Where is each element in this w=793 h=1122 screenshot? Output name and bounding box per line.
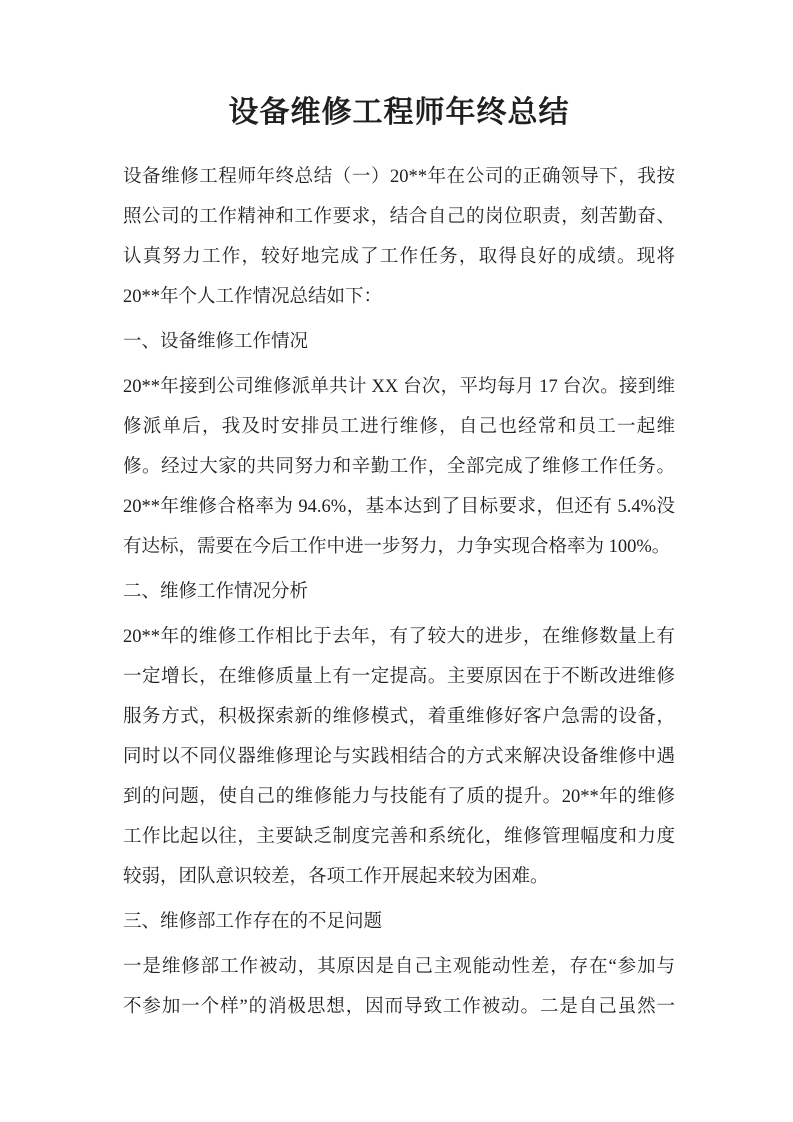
paragraph-line: 有达标，需要在今后工作中进一步努力，力争实现合格率为 100%。 (123, 537, 671, 557)
paragraph-line: 设备维修工程师年终总结（一）20**年在公司的正确领导下，我按 (123, 167, 675, 187)
paragraph-line: 照公司的工作精神和工作要求，结合自己的岗位职责，刻苦勤奋、 (123, 207, 675, 227)
section-heading-1: 一、设备维修工作情况 (123, 332, 309, 352)
paragraph-line: 20**年个人工作情况总结如下： (123, 287, 383, 307)
paragraph-line: 20**年的维修工作相比于去年，有了较大的进步，在维修数量上有 (123, 627, 675, 647)
document-title: 设备维修工程师年终总结 (228, 96, 570, 129)
paragraph-line: 较弱，团队意识较差，各项工作开展起来较为困难。 (123, 867, 549, 887)
paragraph-line: 到的问题，使自己的维修能力与技能有了质的提升。20**年的维修 (123, 787, 675, 807)
intro-paragraph (123, 157, 675, 317)
paragraph-line: 20**年接到公司维修派单共计 XX 台次，平均每月 17 台次。接到维 (123, 377, 675, 397)
section-heading-3: 三、维修部工作存在的不足问题 (123, 912, 383, 932)
paragraph-line: 同时以不同仪器维修理论与实践相结合的方式来解决设备维修中遇 (123, 747, 675, 767)
paragraph-line: 20**年维修合格率为 94.6%，基本达到了目标要求，但还有 5.4%没 (123, 497, 675, 517)
paragraph-line: 一是维修部工作被动，其原因是自己主观能动性差，存在“参加与 (123, 957, 675, 977)
paragraph-line: 一定增长，在维修质量上有一定提高。主要原因在于不断改进维修 (123, 667, 675, 687)
paragraph-line: 修。经过大家的共同努力和辛勤工作，全部完成了维修工作任务。 (123, 457, 675, 477)
section-1-paragraph (123, 367, 675, 567)
section-heading-2: 二、维修工作情况分析 (123, 582, 309, 602)
paragraph-line: 认真努力工作，较好地完成了工作任务，取得良好的成绩。现将 (123, 247, 675, 267)
paragraph-line: 工作比起以往，主要缺乏制度完善和系统化，维修管理幅度和力度 (123, 827, 675, 847)
section-3-paragraph (123, 947, 675, 1027)
paragraph-line: 修派单后，我及时安排员工进行维修，自己也经常和员工一起维 (123, 417, 675, 437)
paragraph-line: 不参加一个样”的消极思想，因而导致工作被动。二是自己虽然一 (123, 997, 675, 1017)
paragraph-line: 服务方式，积极探索新的维修模式，着重维修好客户急需的设备， (123, 707, 675, 727)
section-2-paragraph (123, 617, 675, 897)
